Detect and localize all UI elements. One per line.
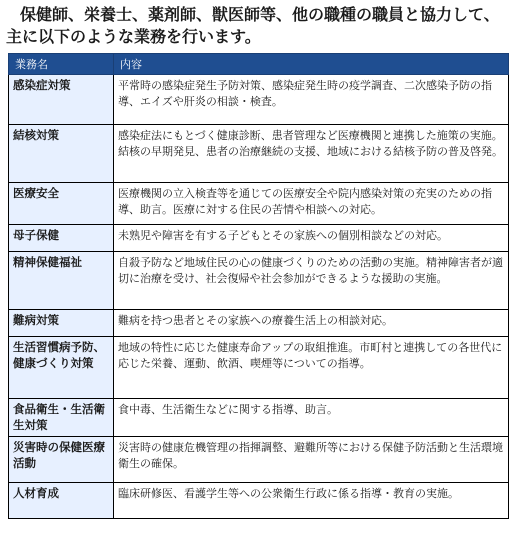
- task-name: 結核対策: [9, 125, 114, 183]
- table-row: [9, 225, 509, 252]
- task-content: 地域の特性に応じた健康寿命アップの取組推進。市町村と連携しての各世代に応じた栄養、運動、飲酒、喫煙等についての指導。: [114, 337, 509, 399]
- table-row: [9, 310, 509, 337]
- page-heading: [6, 4, 512, 48]
- task-content: 自殺予防など地域住民の心の健康づくりのための活動の実施。精神障害者が適切に治療を受け、社会復帰や社会参加ができるような援助の実施。: [114, 252, 509, 310]
- task-name: 医療安全: [9, 183, 114, 225]
- heading-line-2: 主に以下のような業務を行います。: [6, 27, 261, 46]
- table-row: [9, 252, 509, 310]
- table-row: [9, 75, 509, 125]
- task-name: 精神保健福祉: [9, 252, 114, 310]
- task-name: 生活習慣病予防、健康づくり対策: [9, 337, 114, 399]
- task-name: 難病対策: [9, 310, 114, 337]
- task-name: 食品衛生・生活衛生対策: [9, 399, 114, 437]
- task-content: 臨床研修医、看護学生等への公衆衛生行政に係る指導・教育の実施。: [114, 483, 509, 519]
- table-row: [9, 399, 509, 437]
- task-name: 感染症対策: [9, 75, 114, 125]
- task-name: 人材育成: [9, 483, 114, 519]
- task-content: 災害時の健康危機管理の指揮調整、避難所等における保健予防活動と生活環境衛生の確保。: [114, 437, 509, 483]
- task-content: 未熟児や障害を有する子どもとその家族への個別相談などの対応。: [114, 225, 509, 252]
- task-content: 食中毒、生活衛生などに関する指導、助言。: [114, 399, 509, 437]
- table-row: [9, 437, 509, 483]
- task-content: 難病を持つ患者とその家族への療養生活上の相談対応。: [114, 310, 509, 337]
- table-row: [9, 483, 509, 519]
- task-name: 母子保健: [9, 225, 114, 252]
- header-task-name: 業務名: [9, 54, 114, 75]
- task-content: 感染症法にもとづく健康診断、患者管理など医療機関と連携した施策の実施。結核の早期発見、患者の治療継続の支援、地域における結核予防の普及啓発。: [114, 125, 509, 183]
- table-row: [9, 125, 509, 183]
- header-content: 内容: [114, 54, 509, 75]
- task-content: 平常時の感染症発生予防対策、感染症発生時の疫学調査、二次感染予防の指導、エイズや肝炎の相談・検査。: [114, 75, 509, 125]
- task-content: 医療機関の立入検査等を通じての医療安全や院内感染対策の充実のための指導、助言。医療に対する住民の苦情や相談への対応。: [114, 183, 509, 225]
- table-header-row: [9, 54, 509, 75]
- table-row: [9, 337, 509, 399]
- task-name: 災害時の保健医療活動: [9, 437, 114, 483]
- duties-table: [8, 53, 509, 519]
- table-row: [9, 183, 509, 225]
- heading-line-1: 保健師、栄養士、薬剤師、獣医師等、他の職種の職員と協力して、: [20, 5, 500, 24]
